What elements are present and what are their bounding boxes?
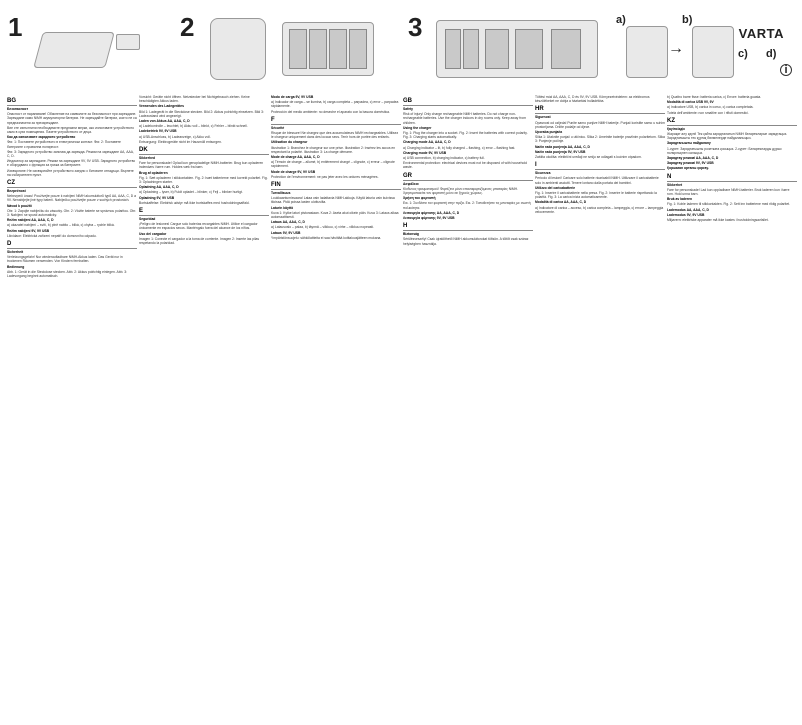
instruction-paragraph: Biztonság <box>403 232 419 237</box>
language-heading: D <box>7 240 137 249</box>
instruction-paragraph: Utilizzo del caricabatterie <box>535 185 576 190</box>
instruction-paragraph: Λειτουργία φόρτισης 9V, 9V USB <box>403 216 455 221</box>
instruction-paragraph: Κίνδυνος τραυματισμού! Φορτίζετε μόνο επαναφορτιζόμενες μπαταρίες NiMH. Χρησιμοποιείτε τον φορτιστή μόνο σε ξηρούς χώρους. <box>403 186 519 196</box>
instruction-paragraph: Illustration 1: Branchez le chargeur sur une prise. Illustration 2: Insérez les accus en respectant la polarité. Illustration 3: La charge démarre. <box>271 145 396 154</box>
instruction-paragraph: Bruk av laderen <box>667 197 693 202</box>
instruction-paragraph: Қоршаған ортаны қорғау. <box>667 166 709 171</box>
instruction-paragraph: Sérülésveszély! Csak újratölthető NiMH akkumulátorokat töltsön. A töltőt csak száraz helyiségben használja. <box>403 237 529 246</box>
language-heading: I <box>535 161 665 170</box>
instruction-paragraph: a) Opladning – lyser, b) Fuldt opladet – blinker, c) Fejl – blinker hurtigt. <box>139 190 243 195</box>
instruction-paragraph: Εικ. 1: Συνδέστε τον φορτιστή στην πρίζα. Εικ. 2: Τοποθετήστε τις μπαταρίες με σωστή πολικότητα. <box>403 201 531 210</box>
instruction-paragraph: Loukkaantumisvaara! Lataa vain ladattavia NiMH-akkuja. Käytä laturia vain kuivissa tiloissa. Pidä poissa lasten ulottuvilta. <box>271 196 395 205</box>
instruction-paragraph: Seguridad <box>139 217 156 222</box>
language-heading: BG <box>7 97 137 106</box>
instruction-paragraph: Fig. 1: Sæt opladeren i stikkontakten. Fig. 2: Isæt batterierne med korrekt polaritet. Fig. 3: Opladningen starter. <box>139 175 268 185</box>
battery-aa <box>445 29 461 69</box>
illustration-strip <box>0 0 802 95</box>
instruction-paragraph: Charging mode 9V, 9V USB <box>403 150 447 155</box>
instruction-paragraph: a) Indicatore di carica – acceso, b) carica completa – lampeggia, c) errore – lampeggia velocemente. <box>535 205 664 214</box>
charger-with-batteries-illustration <box>436 20 598 78</box>
instruction-paragraph: Mode de charge 9V, 9V USB <box>271 169 316 174</box>
instruction-paragraph: 1-сурет: Зарядтағышты розеткаға қосыңыз. 2-сурет: Батареяларды дұрыс полярлықпен салыңыз. <box>667 146 782 155</box>
battery-slot <box>309 29 327 69</box>
instruction-paragraph: Turvallisuus <box>271 191 291 196</box>
text-column-5 <box>535 95 665 725</box>
instruction-paragraph: Fig. 1: Plug the charger into a socket. Fig. 2: Insert the batteries with correct polarity. Fig. 3: Charging starts automatically. <box>403 131 528 140</box>
brand-logo: VARTA <box>738 26 784 41</box>
instruction-paragraph: Ympäristönsuojelu: sähkölaitteita ei saa hävittää kotitalousjätteen mukana. <box>271 235 382 240</box>
instruction-paragraph: Mode de charge AA, AAA, C, D <box>271 155 320 160</box>
charger-indicator-a <box>626 26 668 78</box>
charger-front-illustration <box>282 22 374 76</box>
step-number-3: 3 <box>408 12 423 42</box>
instruction-paragraph: Fare for personskade! Lad kun oppladbare NiMH-batterier. Bruk laderen kun i tørre rom. Hold unna barn. <box>667 187 790 197</box>
instruction-paragraph: Bezpečnost <box>7 189 26 194</box>
instruction-paragraph: Using the charger <box>403 125 432 130</box>
instruction-paragraph: Lataus AA, AAA, C, D <box>271 220 305 225</box>
instruction-paragraph: Sécurité <box>271 125 285 130</box>
instruction-paragraph: a) Latausvalo – palaa, b) täynnä – vilkkuu, c) virhe – vilkkuu nopeasti. <box>271 225 374 230</box>
label-c: c) <box>738 48 748 60</box>
label-b: b) <box>682 14 693 26</box>
instruction-paragraph: Vorsicht: Geräte nicht öffnen. Netzstecker bei Nichtgebrauch ziehen. Keine beschädigten Akkus laden. <box>139 95 250 104</box>
indicator-panel <box>616 14 796 82</box>
battery-9v <box>551 29 581 69</box>
language-heading: HR <box>535 105 665 114</box>
instruction-paragraph: Nebezpečí úrazu! Používejte pouze k nabíjení NiMH akumulátorů typů AA, AAA, C, D a 9V. Nenabíjejte jiné typy baterií. Nabíječku používejte pouze v suchých prostorách. <box>7 194 136 203</box>
instruction-paragraph: Opladning 9V, 9V USB <box>139 195 175 200</box>
step-panel-2 <box>180 14 390 82</box>
instruction-paragraph: Modalità di carica AA, AAA, C, D <box>535 200 587 205</box>
instruction-paragraph: a) Indicatore USB, b) carica in corso, c) carica completata. <box>667 105 754 110</box>
instruction-paragraph: Безопасност <box>7 107 29 111</box>
label-a: a) <box>616 14 626 26</box>
instruction-paragraph: Bortskaffelse: Elektrisk udstyr må ikke bortskaffes med husholdningsaffald. <box>139 200 250 205</box>
instruction-paragraph: Opasnost od ozljeda! Punite samo punjive NiMH baterije. Punjač koristite samo u suhim prostorijama. Držite podalje od djece. <box>535 120 665 129</box>
instruction-paragraph: Entsorgung: Elektrogeräte nicht im Hausmüll entsorgen. <box>139 139 222 144</box>
instruction-paragraph: Опасност от нараняване! Обяснение на символите за безопасност при зареждане. Зарежданe само NiMH акумулаторни батерии. Не зареждайте батерии, които не са предназначени за презареждане. <box>7 112 137 125</box>
instruction-paragraph: Λειτουργία φόρτισης AA, AAA, C, D <box>403 210 460 215</box>
instruction-paragraph: Töltési mód AA, AAA, C, D és 9V, 9V USB. Környezetvédelem: az elektromos készülékeket ne dobja a háztartási hulladékba. <box>535 95 650 104</box>
instruction-paragraph: Sigurnost <box>535 115 551 120</box>
instruction-paragraph: Uso del cargador <box>139 231 167 236</box>
instruction-paragraph: Lataus 9V, 9V USB <box>271 230 301 235</box>
instruction-paragraph: Protección del medio ambiente: no deseche el aparato con la basura doméstica. <box>271 109 390 114</box>
instruction-paragraph: Laden von Akkus AA, AAA, C, D <box>139 119 190 124</box>
instruction-paragraph: Utilisation du chargeur <box>271 140 308 145</box>
instruction-paragraph: a) Témoin de charge – allumé, b) entièrement chargé – clignote, c) erreur – clignote rapidement. <box>271 160 395 169</box>
text-column-2 <box>139 95 269 725</box>
instruction-paragraph: Фиг. 1: Поставете устройството в електрически контакт. Фиг. 2: Поставете батериите с правилна полярност. <box>7 140 121 149</box>
label-d: d) <box>766 48 777 60</box>
instruction-paragraph: Abb. 1: Gerät in die Steckdose stecken. Abb. 2: Akkus polrichtig einlegen. Abb. 3: Ladevorgang beginnt automatisch. <box>7 269 128 279</box>
battery-slot <box>289 29 307 69</box>
instruction-paragraph: Verletzungsgefahr! Nur wiederaufladbare NiMH-Akkus laden. Das Gerät nur in trockenen Räumen verwenden. Von Kindern fernhalten. <box>7 255 123 264</box>
battery-aa <box>463 29 479 69</box>
instruction-paragraph: Imagen 1: Conecte el cargador a la toma de corriente. Imagen 2: Inserte las pilas respetando la polaridad. <box>139 236 260 246</box>
instruction-paragraph: Зарядтағышты пайдалану <box>667 141 711 146</box>
instruction-paragraph: Protection de l'environnement: ne pas jeter avec les ordures ménagères. <box>271 174 379 179</box>
instruction-paragraph: ¡Peligro de lesiones! Cargue solo baterías recargables NiMH. Utilice el cargador únicamente en espacios secos. Manténgalo fuera del alcance de los niños. <box>139 222 258 231</box>
instruction-paragraph: Opladning AA, AAA, C, D <box>139 185 179 190</box>
language-heading: CZ <box>7 179 137 188</box>
instruction-paragraph: Način rada punjenja 9V, 9V USB <box>535 149 586 154</box>
instruction-paragraph: Slika 1: Utaknite punjač u utičnicu. Slika 2: Umetnite baterije pravilnim polaritetom. Slika 3: Punjenje počinje. <box>535 135 665 144</box>
instruction-paragraph: Lademodus 9V, 9V USB <box>667 212 705 217</box>
text-column-1 <box>7 95 137 725</box>
text-column-4 <box>403 95 533 725</box>
instruction-paragraph: Modo de carga 9V, 9V USB <box>271 95 314 99</box>
battery-slot <box>329 29 347 69</box>
instruction-paragraph: a) ukazatel nabíjení – svítí, b) plně nabito – bliká, c) chyba – rychle bliká. <box>7 223 115 228</box>
instruction-paragraph: a) Charging indicator – lit, b) fully charged – flashing, c) error – flashing fast. <box>403 145 516 150</box>
instruction-paragraph: Вие сте изпълнили необходимите предпазни мерки, ако използвате устройството само в сухи помещения. Пазете устройството от деца. <box>7 125 134 135</box>
battery-c <box>485 29 509 69</box>
instruction-paragraph: Ασφάλεια <box>403 181 419 186</box>
language-heading: E <box>139 207 269 216</box>
instruction-paragraph: Laturin käyttö <box>271 205 294 210</box>
instruction-paragraph: Χρήση του φορτιστή <box>403 196 436 201</box>
instruction-paragraph: Sicurezza <box>535 171 551 176</box>
instruction-paragraph: a) USB-Anschluss, b) Ladeanzeige, c) Akku voll. <box>139 134 211 139</box>
instruction-paragraph: Modalità di carica USB 9V, 9V <box>667 100 714 105</box>
instruction-paragraph: Likvidace: Elektrická zařízení nepatří do domovního odpadu. <box>7 233 97 238</box>
charger-indicator-b <box>692 26 734 78</box>
language-heading: DK <box>139 146 269 155</box>
instruction-paragraph: Зарядтау режимі 9V, 9V USB <box>667 161 714 166</box>
instruction-paragraph: Uporaba punjača <box>535 130 563 135</box>
step-number-2: 2 <box>180 12 195 42</box>
instruction-paragraph: Brug af opladeren <box>139 170 168 175</box>
battery-d <box>515 29 543 69</box>
instruction-paragraph: a) Indicador de carga – se ilumina, b) carga completa – parpadea, c) error – parpadea rápidamente. <box>271 100 399 109</box>
instruction-paragraph: Način rada punjenja AA, AAA, C, D <box>535 144 590 149</box>
instruction-paragraph: Қауіпсіздік <box>667 126 685 131</box>
language-heading: N <box>667 173 797 182</box>
arrow-icon: → <box>668 40 684 57</box>
instruction-paragraph: Bedienung <box>7 264 25 269</box>
language-heading: FIN <box>271 181 401 190</box>
instruction-paragraph: a) USB connection, b) charging indicator, c) battery full. <box>403 156 485 161</box>
text-column-3 <box>271 95 401 725</box>
step-panel-1 <box>8 14 148 82</box>
language-heading: GB <box>403 97 533 106</box>
text-column-6 <box>667 95 797 725</box>
instruction-paragraph: Miljøvern: elektriske apparater må ikke kastes i husholdningsavfallet. <box>667 218 769 223</box>
wall-socket-icon <box>210 18 266 80</box>
instruction-paragraph: Kuva 1: Kytke laturi pistorasiaan. Kuva 2: Aseta akut oikein päin. Kuva 3: Lataus alkaa automaattisesti. <box>271 210 399 220</box>
charger-illustration <box>33 32 115 68</box>
instruction-paragraph: Zaštita okoliša: električni uređaji ne smiju se odlagati s kućnim otpadom. <box>535 155 642 160</box>
instruction-paragraph: Charging mode AA, AAA, C, D <box>403 140 451 145</box>
instruction-paragraph: Tutela dell'ambiente: non smaltire con i rifiuti domestici. <box>667 110 749 115</box>
info-icon: i <box>780 64 792 76</box>
instruction-paragraph: Жарақат алу қаупі! Тек қайта зарядталатын NiMH батареяларын зарядтаңыз. Зарядтағышты тек құрғақ бөлмелерде пайдаланыңыз. <box>667 132 788 141</box>
instruction-paragraph: Fig. 1: Inserire il caricabatterie nella presa. Fig. 2: Inserire le batterie rispettando la polarità. Fig. 3: La carica inizia automaticamente. <box>535 191 657 200</box>
instruction-text <box>0 95 802 725</box>
instruction-paragraph: Obr. 1: Zapojte nabíječku do zásuvky. Obr. 2: Vložte baterie se správnou polaritou. Obr. 3: Nabíjení se spustí automaticky. <box>7 208 137 218</box>
instruction-paragraph: Režim nabíjení AA, AAA, C, D <box>7 218 54 223</box>
instruction-paragraph: Environmental protection: electrical devices must not be disposed of with household waste. <box>403 161 527 170</box>
instruction-paragraph: Lademodus AA, AAA, C, D <box>667 207 709 212</box>
instruction-paragraph: Индикатор за зареждане. Режим на зареждане 9V, 9V USB. Зарядното устройство е оборудвано с функция за грижа за батериите. <box>7 159 136 168</box>
instruction-paragraph: a) Ladekontrolle – leuchtet, b) Akku voll – blinkt, c) Fehler – blinkt schnell. <box>139 124 248 129</box>
battery-slot <box>349 29 367 69</box>
instruction-paragraph: Ladebetrieb 9V, 9V USB <box>139 129 177 134</box>
instruction-paragraph: Bild 1: Ladegerät in die Steckdose stecken. Bild 2: Akkus polrichtig einsetzen. Bild 3: Ladezustand wird angezeigt. <box>139 109 264 118</box>
language-heading: H <box>403 222 533 231</box>
step-number-1: 1 <box>8 12 23 42</box>
instruction-paragraph: b) Quattro barre fisse: batteria carica, c) Errore: batteria guasta. <box>667 95 762 99</box>
instruction-paragraph: Fig. 1: Koble laderen til stikkontakten. Fig. 2: Sett inn batteriene med riktig polaritet. <box>667 202 791 207</box>
instruction-paragraph: Risque de blessure! Ne chargez que des accumulateurs NiMH rechargeables. Utilisez le chargeur uniquement dans des locaux secs. Tenir hors de portée des enfants. <box>271 131 399 140</box>
instruction-paragraph: Safety <box>403 107 414 111</box>
instruction-paragraph: Как да използвате зарядното устройство <box>7 135 76 140</box>
step-panel-3 <box>408 14 608 82</box>
instruction-paragraph: Verwenden des Ladegerätes <box>139 104 184 109</box>
instruction-paragraph: Návod k použití <box>7 203 32 208</box>
instruction-paragraph: Pericolo di lesioni! Caricare solo batterie ricaricabili NiMH. Utilizzare il caricabatterie solo in ambienti asciutti. Tenere lontano dalla portata dei bambini. <box>535 176 659 185</box>
language-heading: GR <box>403 172 533 181</box>
instruction-paragraph: Sikkerhed <box>139 156 155 161</box>
language-heading: KZ <box>667 117 797 126</box>
instruction-paragraph: Risk of injury! Only charge rechargeable NiMH batteries. Do not charge non-rechargeable batteries. Use the charger indoors in dry rooms only. Keep away from children. <box>403 112 526 125</box>
instruction-paragraph: Изхвърляне: Не изхвърляйте устройството заедно с битовите отпадъци. Върнете на събирателен пункт. <box>7 168 134 177</box>
instruction-paragraph: Фиг. 3: Зарядното устройство започва да зарежда. Режим на зареждане АА, ААА, C, D. <box>7 149 134 159</box>
instruction-paragraph: Fare for personskade! Oplad kun genopladelige NiMH-batterier. Brug kun opladeren indendørs i tørre rum. Holdes væk fra børn. <box>139 161 264 170</box>
instruction-paragraph: Režim nabíjení 9V, 9V USB <box>7 228 50 233</box>
instruction-paragraph: Sikkerhet <box>667 182 683 187</box>
instruction-paragraph: Зарядтау режимі AA, AAA, C, D <box>667 156 719 161</box>
plug-icon <box>116 34 140 50</box>
instruction-paragraph: Sicherheit <box>7 250 24 255</box>
language-heading: F <box>271 116 401 125</box>
